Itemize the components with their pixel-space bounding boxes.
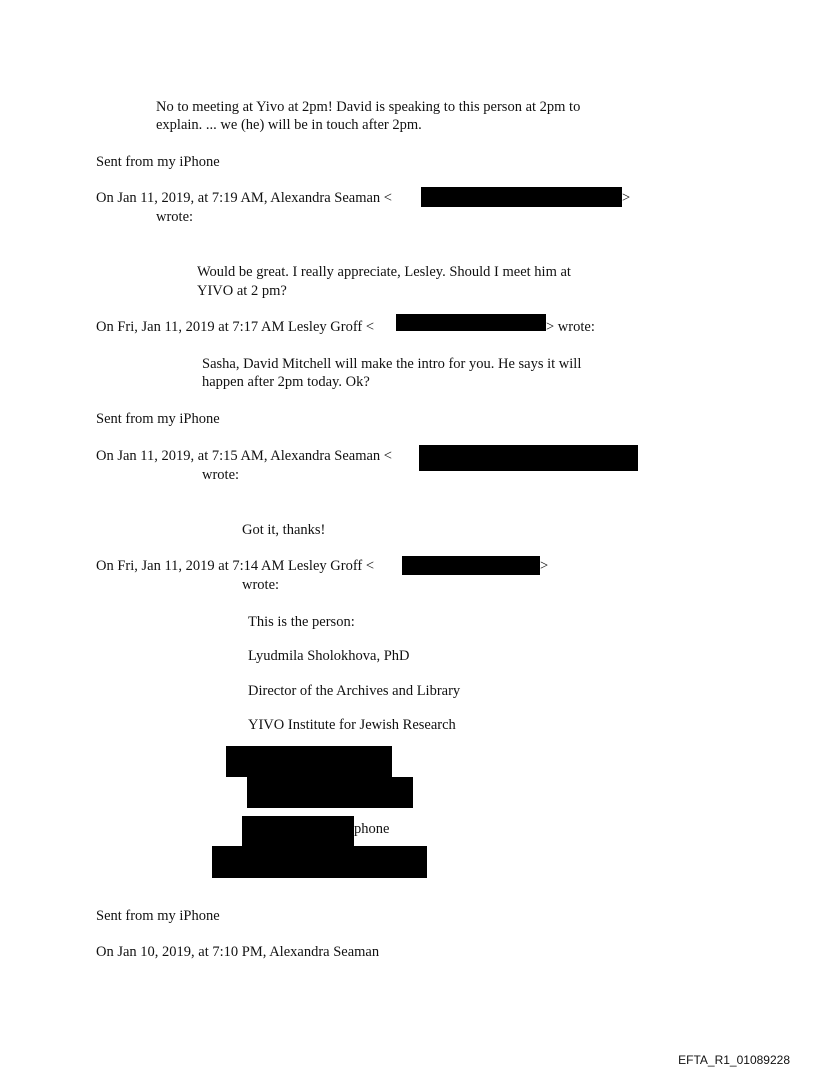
redaction-box	[421, 187, 622, 207]
redaction-box	[419, 445, 638, 471]
quote-header: On Fri, Jan 11, 2019 at 7:14 AM Lesley Groff <	[96, 558, 375, 574]
quote-header: On Jan 11, 2019, at 7:19 AM, Alexandra Seaman <	[96, 190, 392, 206]
quoted-line: This is the person:	[248, 614, 355, 630]
quoted-line: Would be great. I really appreciate, Lesley. Should I meet him at	[197, 264, 571, 280]
signature-line: Sent from my iPhone	[96, 411, 220, 427]
quoted-line: phone	[354, 821, 390, 837]
redaction-box	[226, 746, 392, 777]
redaction-box	[247, 777, 413, 808]
quote-header-end: >	[540, 558, 549, 574]
body-line: explain. ... we (he) will be in touch after 2pm.	[156, 117, 422, 133]
quote-header-end: >	[622, 190, 631, 206]
quoted-line: YIVO Institute for Jewish Research	[248, 717, 456, 733]
quote-header-wrote: wrote:	[202, 467, 240, 483]
quoted-line: Sasha, David Mitchell will make the intro for you. He says it will	[202, 356, 582, 372]
signature-line: Sent from my iPhone	[96, 154, 220, 170]
redaction-box	[212, 846, 427, 878]
quoted-line: happen after 2pm today. Ok?	[202, 374, 370, 390]
quote-header-wrote: wrote:	[156, 209, 194, 225]
quote-header: On Fri, Jan 11, 2019 at 7:17 AM Lesley Groff <	[96, 319, 375, 335]
redaction-box	[242, 816, 354, 846]
body-line: No to meeting at Yivo at 2pm! David is speaking to this person at 2pm to	[156, 99, 581, 115]
quoted-line: Got it, thanks!	[242, 522, 326, 538]
redaction-box	[396, 314, 546, 331]
quote-header: On Jan 10, 2019, at 7:10 PM, Alexandra Seaman	[96, 944, 380, 960]
quote-header-wrote: > wrote:	[546, 319, 595, 335]
bates-number: EFTA_R1_01089228	[678, 1053, 790, 1067]
quoted-line: Director of the Archives and Library	[248, 683, 461, 699]
quoted-line: Lyudmila Sholokhova, PhD	[248, 648, 410, 664]
redaction-box	[402, 556, 540, 575]
quote-header: On Jan 11, 2019, at 7:15 AM, Alexandra Seaman <	[96, 448, 392, 464]
quote-header-wrote: wrote:	[242, 577, 280, 593]
signature-line: Sent from my iPhone	[96, 908, 220, 924]
quoted-line: YIVO at 2 pm?	[197, 283, 287, 299]
